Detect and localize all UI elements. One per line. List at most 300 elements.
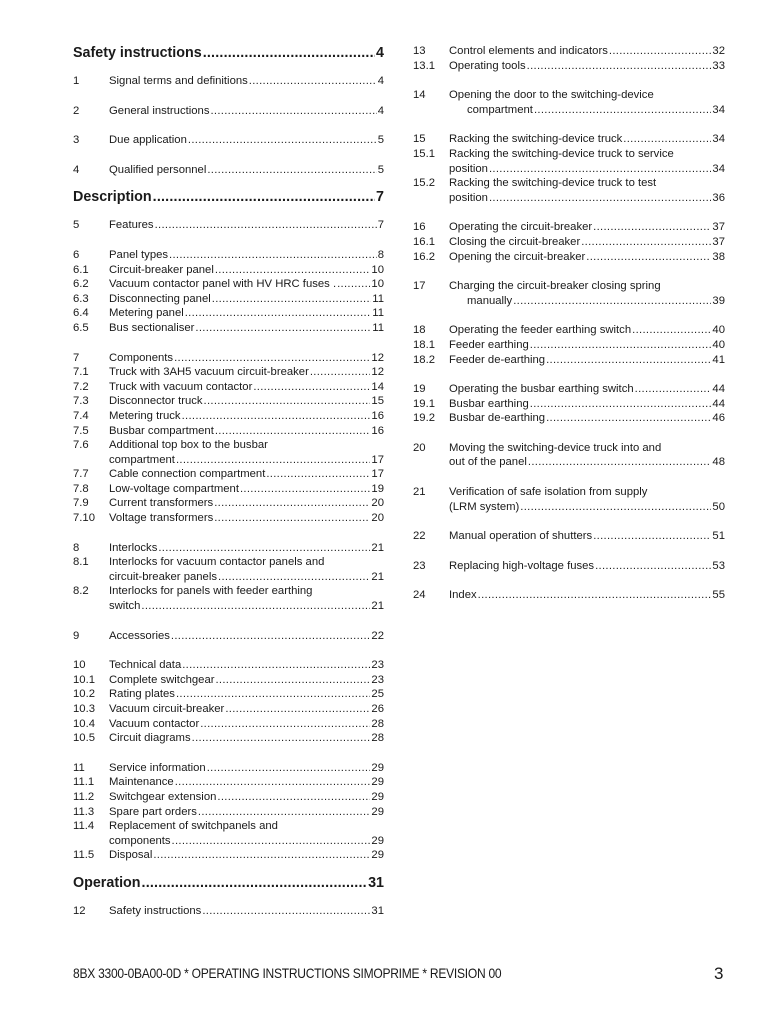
entry-body [449, 59, 725, 74]
heading-line [73, 188, 384, 206]
entry-number: 7.4 [73, 409, 89, 422]
toc-entry[interactable] [413, 44, 725, 59]
entry-title: Index [449, 589, 477, 602]
spacer [73, 118, 384, 133]
heading-line [73, 874, 384, 892]
toc-left-column [73, 44, 384, 919]
toc-entry[interactable] [73, 673, 384, 688]
entry-page: 41 [712, 353, 725, 366]
entry-page: 46 [712, 412, 725, 425]
toc-entry[interactable] [73, 848, 384, 863]
toc-right-column [413, 44, 725, 603]
entry-line [449, 323, 725, 338]
entry-number: 23 [413, 559, 426, 572]
entry-body [109, 687, 384, 702]
entry-line [109, 453, 384, 468]
entry-title: position [449, 191, 488, 204]
entry-title: Safety instructions [109, 904, 202, 917]
toc-entry[interactable] [73, 658, 384, 673]
entry-number: 16.1 [413, 235, 435, 248]
entry-page: 34 [712, 133, 725, 146]
entry-body [109, 292, 384, 307]
entry-page: 51 [712, 530, 725, 543]
entry-line [109, 306, 384, 321]
entry-body [109, 482, 384, 497]
toc-entry[interactable] [413, 588, 725, 603]
entry-title: Disconnecting panel [109, 292, 211, 305]
toc-entry[interactable] [73, 424, 384, 439]
entry-title: Racking the switching-device truck to test [449, 177, 657, 190]
leader-dots [185, 306, 372, 321]
toc-entry[interactable] [73, 218, 384, 233]
entry-number: 3 [73, 134, 80, 147]
entry-page: 10 [371, 263, 384, 276]
entry-number: 11.1 [73, 776, 95, 789]
entry-title: Spare part orders [109, 805, 197, 818]
toc-entry[interactable] [73, 263, 384, 278]
spacer [413, 264, 725, 279]
entry-number: 10.4 [73, 717, 95, 730]
entry-body [449, 250, 725, 265]
entry-page: 31 [371, 904, 384, 917]
leader-dots [489, 191, 711, 206]
entry-body [109, 541, 384, 556]
spacer [73, 336, 384, 351]
spacer [413, 470, 725, 485]
leader-dots [527, 59, 712, 74]
entry-number: 6 [73, 248, 80, 261]
spacer [413, 367, 725, 382]
entry-number: 16 [413, 221, 426, 234]
entry-page: 36 [712, 191, 725, 204]
toc-entry[interactable] [413, 250, 725, 265]
entry-line [109, 599, 384, 614]
entry-number: 11 [73, 761, 85, 774]
entry-title: circuit-breaker panels [109, 570, 217, 583]
entry-line [109, 482, 384, 497]
entry-title: Operating the busbar earthing switch [449, 383, 634, 396]
entry-page: 40 [712, 338, 725, 351]
entry-number: 17 [413, 280, 426, 293]
entry-body [449, 88, 725, 117]
leader-dots [520, 500, 711, 515]
entry-number: 21 [413, 486, 426, 499]
spacer [73, 89, 384, 104]
entry-body [109, 409, 384, 424]
entry-number: 7.10 [73, 512, 95, 525]
toc-entry[interactable] [73, 805, 384, 820]
toc-entry[interactable] [73, 306, 384, 321]
entry-page: 11 [372, 321, 384, 334]
entry-line [449, 353, 725, 368]
toc-entry[interactable] [73, 761, 384, 776]
leader-dots [215, 424, 371, 439]
toc-entry[interactable] [73, 104, 384, 119]
entry-page: 12 [371, 351, 384, 364]
toc-entry[interactable] [413, 235, 725, 250]
spacer [73, 177, 384, 188]
entry-page: 7 [377, 219, 384, 232]
spacer [73, 206, 384, 218]
entry-page: 11 [372, 292, 384, 305]
entry-title: Opening the door to the switching-device [449, 89, 654, 102]
entry-line [449, 500, 725, 515]
toc-entry[interactable] [73, 394, 384, 409]
entry-title: Rating plates [109, 688, 175, 701]
leader-dots [176, 453, 370, 468]
leader-dots [586, 250, 711, 265]
entry-page: 33 [712, 59, 725, 72]
toc-entry[interactable] [73, 321, 384, 336]
toc-entry[interactable] [413, 559, 725, 574]
toc-entry[interactable] [73, 702, 384, 717]
entry-body [109, 351, 384, 366]
leader-dots [176, 687, 370, 702]
entry-title: Vacuum circuit-breaker [109, 703, 225, 715]
entry-line [109, 819, 384, 834]
entry-title: Closing the circuit-breaker [449, 235, 581, 248]
entry-number: 7.5 [73, 424, 89, 437]
toc-entry[interactable] [73, 467, 384, 482]
entry-body [109, 555, 384, 584]
entry-title: Circuit-breaker panel [109, 263, 214, 276]
toc-entry[interactable] [413, 220, 725, 235]
leader-dots [182, 409, 371, 424]
entry-title: Additional top box to the busbar [109, 439, 268, 452]
section-heading[interactable] [73, 188, 384, 206]
spacer [73, 148, 384, 163]
entry-body [109, 848, 384, 863]
leader-dots [210, 104, 376, 119]
section-heading[interactable] [73, 874, 384, 892]
entry-line [109, 687, 384, 702]
spacer [413, 205, 725, 220]
entry-page: 53 [712, 559, 725, 572]
leader-dots [214, 511, 370, 526]
entry-title: Verification of safe isolation from supply [449, 486, 648, 499]
entry-title: Replacement of switchpanels and [109, 820, 278, 833]
entry-page: 22 [371, 629, 384, 642]
entry-body [109, 277, 384, 292]
entry-title: Operating the circuit-breaker [449, 221, 593, 234]
entry-number: 10.3 [73, 703, 95, 715]
toc-entry[interactable] [413, 353, 725, 368]
leader-dots [207, 163, 376, 178]
entry-line [109, 74, 384, 89]
entry-body [449, 588, 725, 603]
spacer [73, 643, 384, 658]
entry-title: Metering panel [109, 307, 184, 320]
leader-dots [175, 775, 371, 790]
entry-line [109, 775, 384, 790]
toc-entry[interactable] [73, 351, 384, 366]
leader-dots [530, 338, 712, 353]
document-footer: 8BX 3300-0BA00-0D * OPERATING INSTRUCTIONS SIMOPRIME * REVISION 00 [73, 965, 502, 981]
leader-dots [249, 74, 377, 89]
entry-title: Features [109, 219, 154, 232]
toc-entry[interactable] [413, 323, 725, 338]
entry-line [109, 555, 384, 570]
entry-line [449, 559, 725, 574]
entry-page: 5 [377, 134, 384, 147]
entry-number: 7.8 [73, 482, 89, 495]
entry-page: 20 [371, 512, 384, 525]
leader-dots [169, 248, 377, 263]
entry-number: 7.1 [73, 366, 89, 379]
section-heading[interactable] [73, 44, 384, 62]
entry-line [449, 411, 725, 426]
toc-entry[interactable] [73, 775, 384, 790]
toc-entry[interactable] [73, 511, 384, 526]
entry-line [449, 279, 725, 294]
toc-entry[interactable] [73, 380, 384, 395]
entry-number: 7.7 [73, 468, 89, 481]
entry-body [109, 133, 384, 148]
toc-entry[interactable] [413, 382, 725, 397]
entry-body [109, 248, 384, 263]
entry-line [449, 294, 725, 309]
toc-entry[interactable] [73, 555, 384, 584]
entry-page: 21 [371, 600, 384, 613]
entry-line [449, 441, 725, 456]
entry-page: 11 [372, 307, 384, 320]
entry-title: Interlocks for panels with feeder earthing [109, 585, 313, 598]
toc-entry[interactable] [73, 687, 384, 702]
spacer [73, 233, 384, 248]
entry-body [109, 104, 384, 119]
toc-entry[interactable] [73, 482, 384, 497]
entry-page: 23 [371, 673, 384, 686]
leader-dots [158, 541, 370, 556]
toc-entry[interactable] [73, 292, 384, 307]
entry-number: 16.2 [413, 250, 435, 263]
toc-entry[interactable] [413, 411, 725, 426]
entry-line [109, 805, 384, 820]
entry-title: Disconnector truck [109, 395, 203, 408]
toc-entry[interactable] [73, 133, 384, 148]
entry-title: Control elements and indicators [449, 45, 608, 57]
entry-page: 21 [371, 570, 384, 583]
entry-number: 13.1 [413, 59, 435, 72]
toc-entry[interactable] [413, 59, 725, 74]
entry-page: 48 [712, 456, 725, 469]
entry-page: 16 [371, 424, 384, 437]
entry-title: Feeder earthing [449, 338, 529, 351]
entry-line [109, 570, 384, 585]
toc-entry[interactable] [73, 819, 384, 848]
entry-line [109, 717, 384, 732]
heading-title: Description [73, 189, 152, 206]
entry-number: 14 [413, 89, 426, 102]
entry-title: Service information [109, 761, 206, 774]
entry-number: 18.1 [413, 338, 435, 351]
entry-page: 55 [712, 589, 725, 602]
entry-body [109, 702, 384, 717]
entry-body [109, 496, 384, 511]
entry-page: 15 [371, 395, 384, 408]
toc-entry[interactable] [413, 441, 725, 470]
entry-page: 44 [712, 383, 725, 396]
leader-dots [153, 848, 370, 863]
entry-line [109, 658, 384, 673]
entry-page: 39 [712, 294, 725, 307]
toc-entry[interactable] [413, 485, 725, 514]
toc-entry[interactable] [73, 365, 384, 380]
entry-line [109, 467, 384, 482]
leader-dots [215, 673, 370, 688]
spacer [413, 544, 725, 559]
entry-title: Complete switchgear [109, 673, 215, 686]
entry-number: 19.1 [413, 397, 435, 410]
entry-line [109, 351, 384, 366]
entry-line [109, 248, 384, 263]
entry-body [109, 805, 384, 820]
toc-entry[interactable] [73, 731, 384, 746]
entry-number: 19.2 [413, 412, 435, 425]
toc-entry[interactable] [73, 717, 384, 732]
entry-page: 26 [371, 703, 384, 715]
leader-dots [171, 629, 371, 644]
entry-body [109, 731, 384, 746]
entry-line [449, 382, 725, 397]
entry-line [449, 88, 725, 103]
leader-dots [198, 805, 371, 820]
entry-line [449, 455, 725, 470]
spacer [73, 526, 384, 541]
entry-body [109, 365, 384, 380]
entry-body [449, 397, 725, 412]
toc-entry[interactable] [73, 248, 384, 263]
entry-title: Racking the switching-device truck [449, 133, 623, 146]
entry-title: General instructions [109, 104, 210, 117]
entry-body [109, 74, 384, 89]
entry-title: Operating tools [449, 59, 526, 72]
entry-line [449, 44, 725, 59]
toc-entry[interactable] [73, 74, 384, 89]
toc-entry[interactable] [73, 277, 384, 292]
toc-entry[interactable] [413, 147, 725, 176]
toc-entry[interactable] [73, 584, 384, 613]
entry-body [109, 163, 384, 178]
entry-line [109, 163, 384, 178]
toc-entry[interactable] [413, 397, 725, 412]
toc-entry[interactable] [73, 496, 384, 511]
entry-line [109, 263, 384, 278]
leader-dots [310, 365, 371, 380]
entry-line [109, 702, 384, 717]
entry-number: 7.9 [73, 497, 89, 510]
leader-dots [546, 411, 711, 426]
entry-line [109, 731, 384, 746]
toc-entry[interactable] [73, 163, 384, 178]
heading-title: Safety instructions [73, 45, 202, 61]
spacer [413, 573, 725, 588]
entry-body [109, 424, 384, 439]
toc-entry[interactable] [413, 529, 725, 544]
spacer [73, 863, 384, 874]
entry-line [109, 424, 384, 439]
entry-title: Components [109, 351, 174, 364]
entry-line [109, 834, 384, 849]
entry-page: 34 [712, 103, 725, 116]
entry-title: Due application [109, 134, 187, 147]
entry-page: 4 [377, 104, 384, 117]
entry-title: Truck with vacuum contactor [109, 380, 253, 393]
entry-number: 18 [413, 324, 426, 337]
entry-page: 16 [371, 409, 384, 422]
toc-entry[interactable] [73, 541, 384, 556]
entry-page: 20 [371, 497, 384, 510]
leader-dots [266, 467, 370, 482]
leader-dots [635, 382, 712, 397]
leader-dots [337, 277, 370, 292]
leader-dots [153, 188, 375, 206]
entry-title: Panel types [109, 248, 169, 261]
leader-dots [478, 588, 712, 603]
entry-number: 4 [73, 163, 80, 176]
toc-entry[interactable] [73, 790, 384, 805]
toc-entry[interactable] [413, 88, 725, 117]
leader-dots [182, 658, 370, 673]
entry-line [449, 132, 725, 147]
leader-dots [225, 702, 370, 717]
toc-entry[interactable] [413, 338, 725, 353]
entry-number: 6.4 [73, 307, 89, 320]
entry-page: 19 [371, 482, 384, 495]
leader-dots [530, 397, 712, 412]
leader-dots [174, 351, 370, 366]
entry-page: 10 [371, 278, 384, 291]
entry-body [109, 819, 384, 848]
toc-entry[interactable] [73, 409, 384, 424]
entry-title: Racking the switching-device truck to service [449, 147, 674, 160]
entry-page: 29 [371, 834, 384, 847]
toc-entry[interactable] [73, 438, 384, 467]
entry-page: 12 [371, 366, 384, 379]
toc-entry[interactable] [73, 629, 384, 644]
toc-entry[interactable] [413, 176, 725, 205]
entry-number: 9 [73, 629, 80, 642]
entry-page: 50 [712, 500, 725, 513]
spacer [413, 308, 725, 323]
leader-dots [581, 235, 711, 250]
entry-body [449, 132, 725, 147]
entry-line [449, 397, 725, 412]
toc-entry[interactable] [413, 279, 725, 308]
toc-entry[interactable] [73, 904, 384, 919]
leader-dots [217, 790, 370, 805]
entry-page: 17 [371, 453, 384, 466]
leader-dots [632, 323, 711, 338]
entry-title: Disposal [109, 849, 153, 862]
entry-title: compartment [467, 103, 533, 116]
entry-title: Busbar compartment [109, 424, 214, 437]
entry-title: Opening the circuit-breaker [449, 250, 586, 263]
entry-body [109, 306, 384, 321]
entry-line [109, 848, 384, 863]
toc-entry[interactable] [413, 132, 725, 147]
entry-title: Vacuum contactor [109, 717, 200, 730]
entry-title: Voltage transformers [109, 512, 214, 525]
entry-page: 28 [371, 732, 384, 745]
entry-title: Technical data [109, 659, 182, 672]
leader-dots [489, 162, 711, 177]
entry-page: 29 [371, 790, 384, 803]
entry-body [449, 323, 725, 338]
entry-body [109, 904, 384, 919]
entry-body [449, 44, 725, 59]
leader-dots [546, 353, 711, 368]
